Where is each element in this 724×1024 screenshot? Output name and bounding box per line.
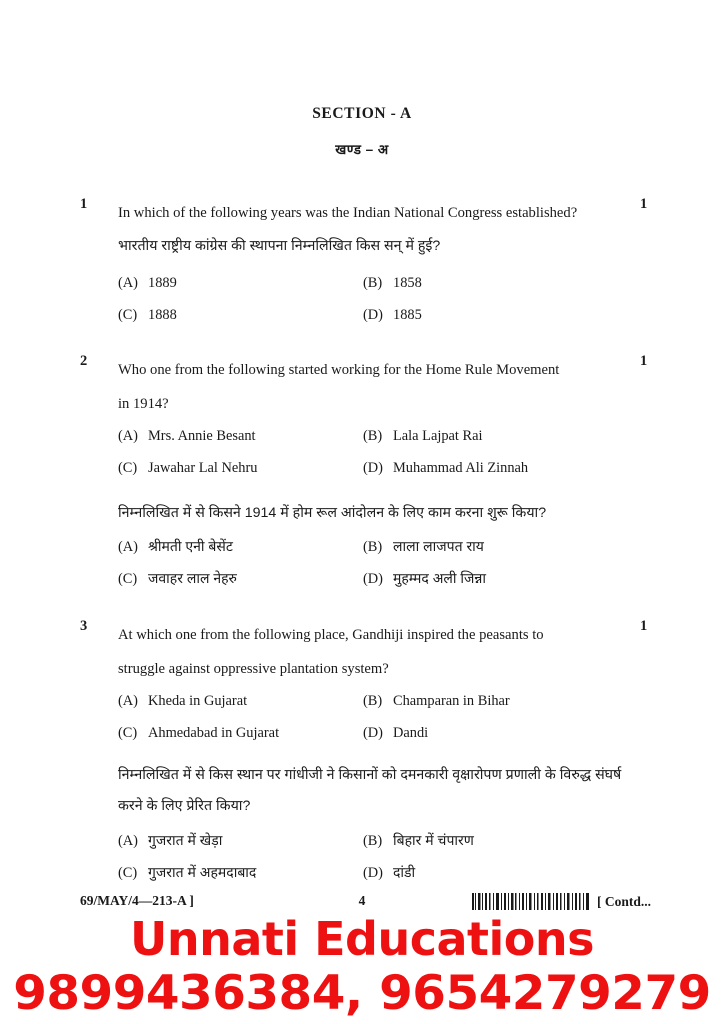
question-marks: 1 <box>640 196 648 212</box>
option-label: मुहम्मद अली जिन्ना <box>393 570 487 586</box>
option-key: (C) <box>118 307 138 323</box>
option-row <box>118 459 636 491</box>
option-key: (C) <box>118 865 138 881</box>
question-text-english-line-2: struggle against oppressive plantation system? <box>118 661 389 677</box>
option-a[interactable] <box>118 692 247 710</box>
option-label: 1858 <box>393 275 422 291</box>
page-number: 4 <box>358 893 366 908</box>
watermark-overlay <box>0 912 724 1021</box>
option-b-hindi[interactable] <box>363 831 474 850</box>
option-label: लाला लाजपत राय <box>393 538 484 554</box>
option-label: जवाहर लाल नेहरु <box>148 570 237 586</box>
option-d-hindi[interactable] <box>363 863 415 882</box>
option-label: गुजरात में अहमदाबाद <box>148 864 257 880</box>
question-text-hindi: निम्नलिखित में से किसने 1914 में होम रूल आंदोलन के लिए काम करना शुरू किया? <box>118 505 547 521</box>
option-key: (A) <box>118 539 138 555</box>
option-label: श्रीमती एनी बेसेंट <box>148 538 233 554</box>
options-list-english <box>118 692 636 756</box>
question-text-english-line-1: Who one from the following started working for the Home Rule Movement <box>118 362 560 378</box>
option-label: 1885 <box>393 307 422 323</box>
option-label: 1889 <box>148 275 177 291</box>
option-d[interactable] <box>363 459 528 477</box>
option-c-hindi[interactable] <box>118 863 256 882</box>
option-label: Kheda in Gujarat <box>148 693 248 709</box>
option-row <box>118 537 636 569</box>
option-key: (B) <box>363 693 383 709</box>
footer-right-group <box>472 893 651 910</box>
option-row <box>118 274 636 306</box>
question-body <box>118 618 636 895</box>
option-key: (D) <box>363 571 383 587</box>
option-key: (D) <box>363 865 383 881</box>
question-number: 2 <box>80 353 88 369</box>
option-key: (A) <box>118 428 138 444</box>
section-title-english: SECTION - A <box>312 105 412 122</box>
question-text-english-line-1: At which one from the following place, Gandhiji inspired the peasants to <box>118 627 544 643</box>
option-row <box>118 724 636 756</box>
option-label: Dandi <box>393 725 429 741</box>
option-row <box>118 692 636 724</box>
question-number: 3 <box>80 618 88 634</box>
option-key: (A) <box>118 693 138 709</box>
options-list-english <box>118 427 636 491</box>
option-c-hindi[interactable] <box>118 569 237 588</box>
question-body <box>118 353 636 601</box>
option-c[interactable] <box>118 306 177 324</box>
question-number: 1 <box>80 196 88 212</box>
option-key: (D) <box>363 460 383 476</box>
watermark-phone-number: 9899436384, 9654279279 <box>13 966 711 1021</box>
question-text-hindi: भारतीय राष्ट्रीय कांग्रेस की स्थापना निम्नलिखित किस सन् में हुई? <box>118 238 441 254</box>
option-b-hindi[interactable] <box>363 537 484 556</box>
option-d[interactable] <box>363 306 422 324</box>
option-label: Muhammad Ali Zinnah <box>393 460 529 476</box>
option-key: (B) <box>363 833 383 849</box>
options-list <box>118 274 636 338</box>
option-key: (C) <box>118 571 138 587</box>
option-key: (C) <box>118 725 138 741</box>
question-text-english: In which of the following years was the Indian National Congress established? <box>118 205 578 221</box>
option-key: (A) <box>118 275 138 291</box>
option-label: Lala Lajpat Rai <box>393 428 483 444</box>
option-label: Mrs. Annie Besant <box>148 428 256 444</box>
option-key: (C) <box>118 460 138 476</box>
option-key: (B) <box>363 428 383 444</box>
continued-label: [ Contd... <box>597 893 652 909</box>
option-a-hindi[interactable] <box>118 831 222 850</box>
option-key: (B) <box>363 275 383 291</box>
option-a[interactable] <box>118 427 256 445</box>
question-body <box>118 196 636 338</box>
option-b[interactable] <box>363 692 510 710</box>
option-label: गुजरात में खेड़ा <box>148 832 223 848</box>
paper-code: 69/MAY/4—213-A ] <box>80 893 194 908</box>
option-row <box>118 831 636 863</box>
option-label: Champaran in Bihar <box>393 693 510 709</box>
option-label: दांडी <box>393 864 416 880</box>
option-c[interactable] <box>118 724 279 742</box>
options-list-hindi <box>118 831 636 895</box>
option-label: 1888 <box>148 307 177 323</box>
question-marks: 1 <box>640 618 648 634</box>
question-text-english-line-2: in 1914? <box>118 396 169 412</box>
watermark-brand-name: Unnati Educations <box>129 912 595 966</box>
option-row <box>118 863 636 895</box>
option-key: (B) <box>363 539 383 555</box>
question-text-hindi: निम्नलिखित में से किस स्थान पर गांधीजी ने किसानों को दमनकारी वृक्षारोपण प्रणाली के विरुद्ध संघर्ष करने के लिए प्रेरित किया? <box>118 767 622 814</box>
question-marks: 1 <box>640 353 648 369</box>
option-d-hindi[interactable] <box>363 569 486 588</box>
option-label: बिहार में चंपारण <box>393 832 474 848</box>
option-row <box>118 427 636 459</box>
barcode-icon <box>472 893 590 910</box>
option-a-hindi[interactable] <box>118 537 233 556</box>
option-d[interactable] <box>363 724 428 742</box>
option-key: (D) <box>363 725 383 741</box>
option-label: Ahmedabad in Gujarat <box>148 725 280 741</box>
option-key: (A) <box>118 833 138 849</box>
option-a[interactable] <box>118 274 177 292</box>
option-b[interactable] <box>363 274 422 292</box>
option-b[interactable] <box>363 427 483 445</box>
option-row <box>118 569 636 601</box>
options-list-hindi <box>118 537 636 601</box>
section-title-hindi: खण्ड – अ <box>335 142 389 157</box>
option-label: Jawahar Lal Nehru <box>148 460 258 476</box>
option-row <box>118 306 636 338</box>
option-key: (D) <box>363 307 383 323</box>
option-c[interactable] <box>118 459 257 477</box>
